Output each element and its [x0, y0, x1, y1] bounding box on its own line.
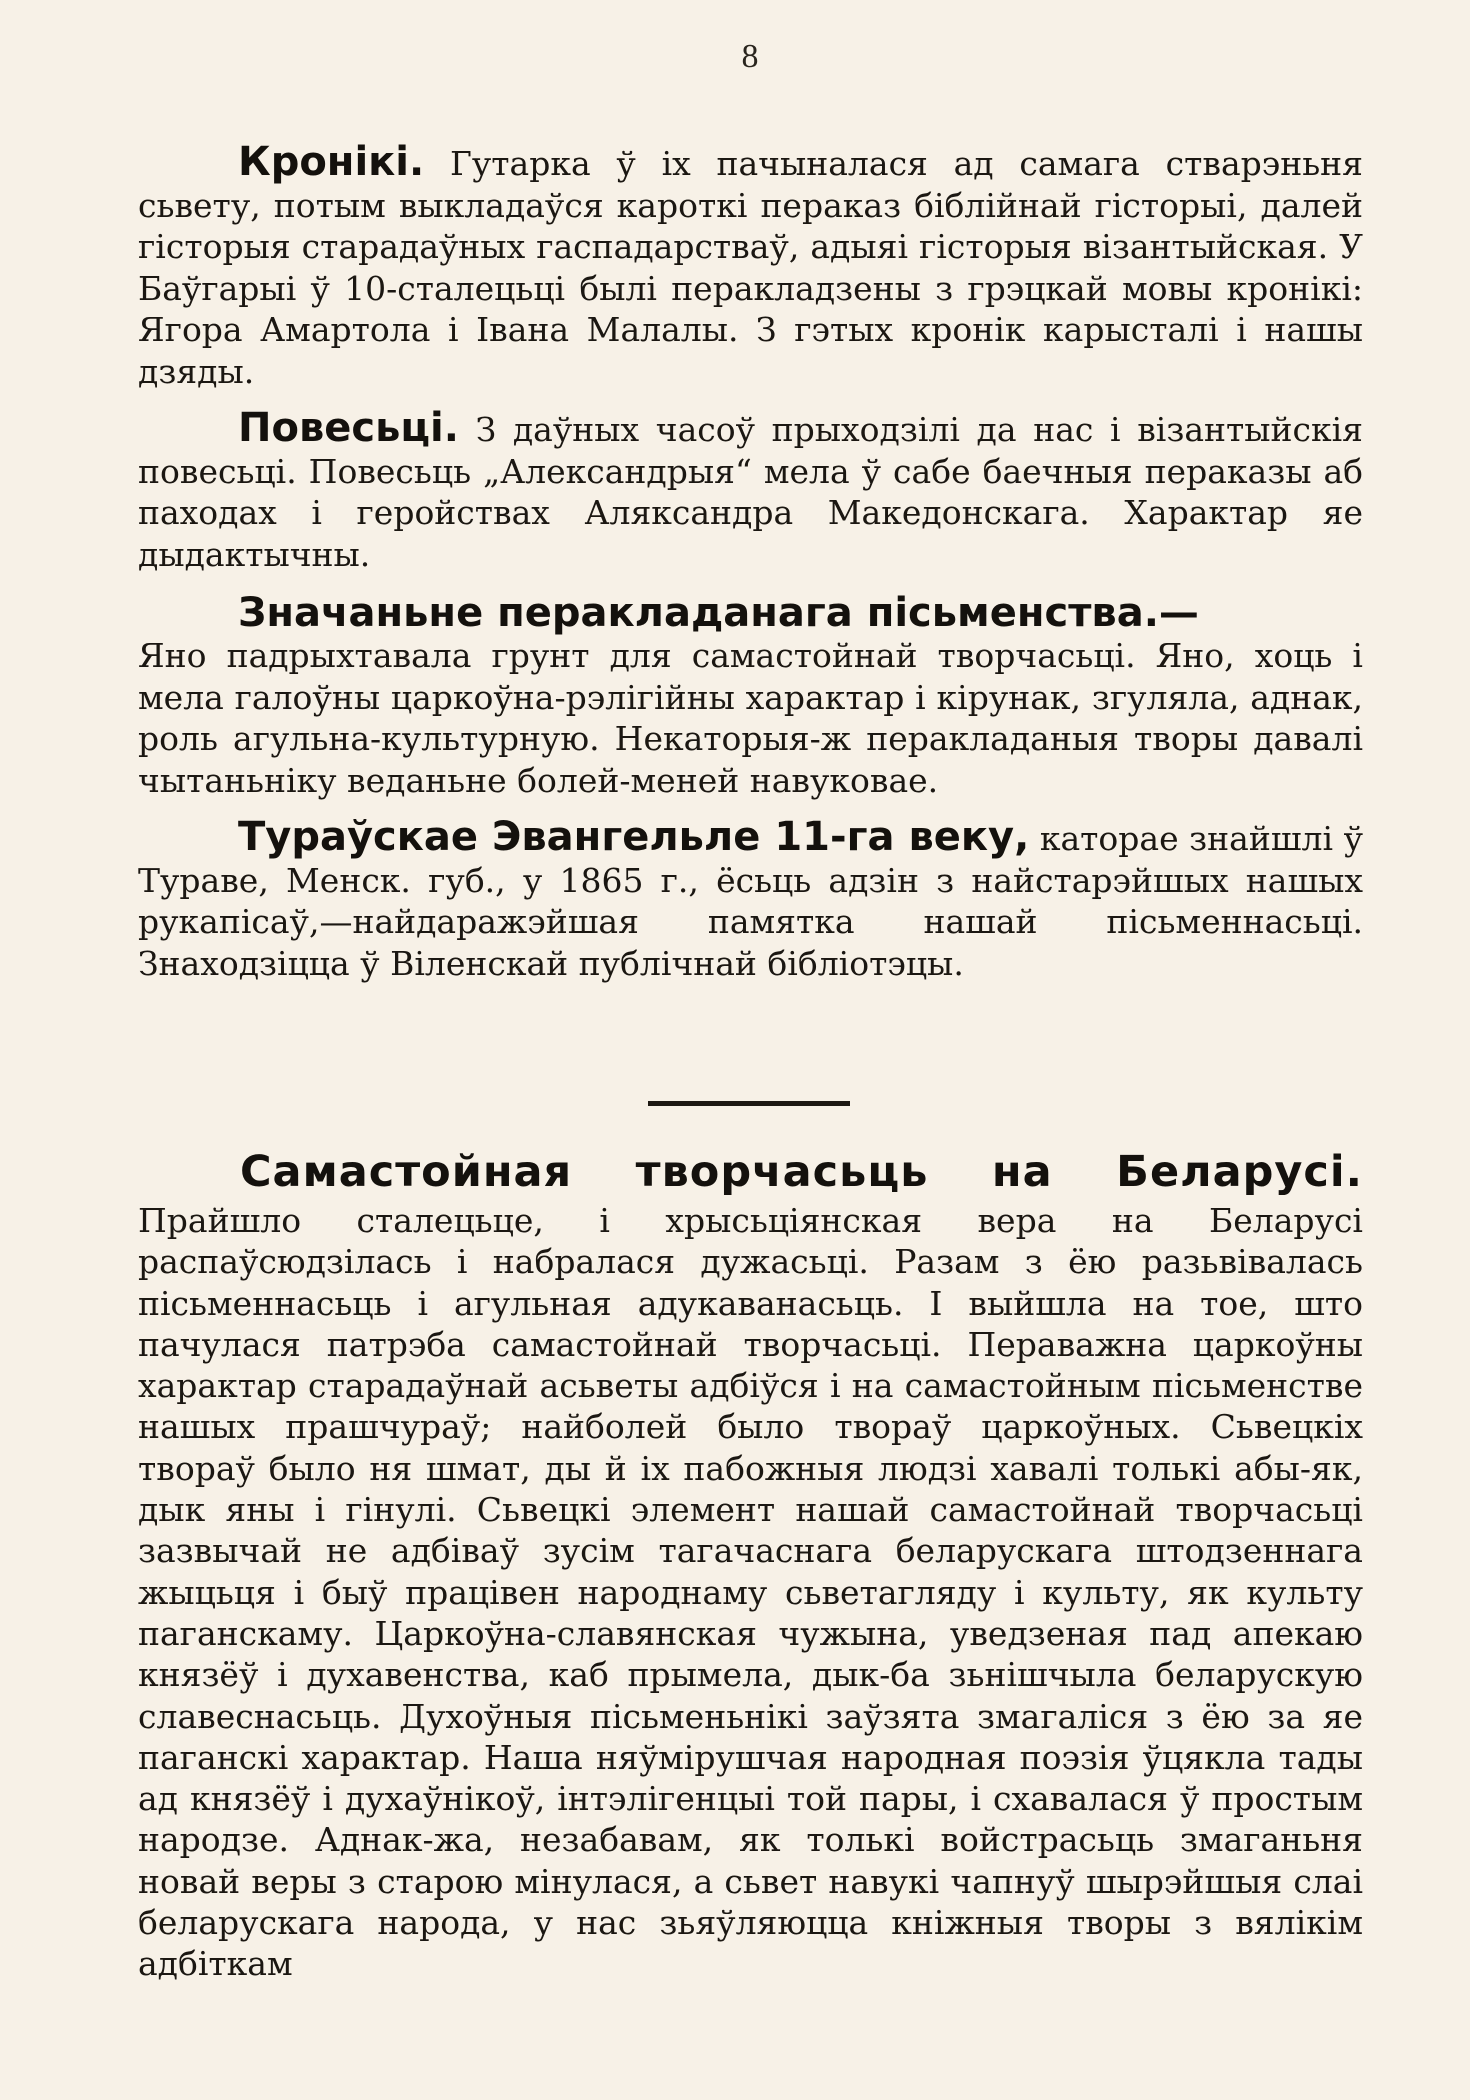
- kroniki-heading: Кронікі.: [238, 139, 425, 185]
- kroniki-paragraph: [138, 139, 1364, 392]
- povestsi-paragraph: [138, 405, 1363, 575]
- chapter-body: [138, 1200, 1363, 1985]
- povestsi-heading: Повесьці.: [238, 405, 459, 451]
- znachanne-text: Яно падрыхтавала грунт для самастойнай творчасьці. Яно, хоць і мела галоўны царкоўна-рэлігійны характар і кірунак, згуляла, аднак, роль агульна-культурную. Некаторыя-ж перакладаныя творы давалі чытаньніку веданьне болей-меней навуковае.: [138, 636, 1363, 800]
- povestsi-text: З даўных часоў прыходзілі да нас і візантыйскія повесьці. Повесьць „Александрыя“ мела ў сабе баечныя пераказы аб паходах і геройствах Аляксандра Македонскага. Характар яе дыдактычны.: [138, 410, 1363, 574]
- turauskae-paragraph: [138, 814, 1363, 984]
- kroniki-text: Гутарка ў іх пачыналася ад самага стварэньня сьвету, потым выкладаўся кароткі пераказ біблійнай гісторыі, далей гісторыя старадаўных гаспадарстваў, адыяі гісторыя візантыйская. У Баўгарыі ў 10-сталецьці былі перакладзены з грэцкай мовы кронікі: Ягора Амартола і Івана Малалы. З гэтых кронік карысталі і нашы дзяды.: [138, 144, 1364, 391]
- turauskae-heading: Тураўскае Эвангельле 11-га веку,: [238, 814, 1030, 860]
- chapter-text: Прайшло сталецьце, і хрысьціянская вера на Беларусі распаўсюдзілась і набралася дужасьці. Разам з ёю разьвівалась пісьменнасьць і агульная адукаванасьць. І выйшла на тое, што пачулася патрэба самастойнай творчасьці. Пераважна царкоўны характар старадаўнай асьветы адбіўся і на самастойным пісьменстве нашых прашчураў; найболей было твораў царкоўных. Сьвецкіх твораў было ня шмат, ды й іх пабожныя людзі хавалі толькі абы-як, дык яны і гінулі. Сьвецкі элемент нашай самастойнай творчасьці зазвычай не адбіваў зусім тагачаснага беларускага штодзеннага жыцьця і быў працівен народнаму сьветагляду і культу, як культу паганскаму. Царкоўна-славянская чужына, уведзеная пад апекаю князёў і духавенства, каб прымела, дык-ба зьнішчыла беларускую славеснасьць. Духоўныя пісьменьнікі заўзята змагаліся з ёю за яе паганскі характар. Наша няўмірушчая народная поэзія ўцякла тады ад князёў і духаўнікоў, інтэлігенцыі той пары, і схавалася ў простым народзе. Аднак-жа, незабавам, як толькі войстрасьць змаганьня новай веры з старою мінулася, а сьвет навукі чапнуў шырэйшыя слаі беларускага народа, у нас зьяўляюцца кніжныя творы з вялікім адбіткам: [138, 1201, 1363, 1984]
- page-number: 8: [741, 38, 759, 75]
- page-content: [138, 138, 1363, 1000]
- chapter-title: Самастойная творчасьць на Беларусі.: [240, 1147, 1363, 1197]
- section-divider: [648, 1101, 850, 1106]
- turauskae-text: каторае знайшлі ў Тураве, Менск. губ., у 1865 г., ёсьць адзін з найстарэйшых нашых рукапісаў,—найдаражэйшая памятка нашай пісьменнасьці. Знаходзіцца ў Віленскай публічнай бібліотэцы.: [138, 819, 1363, 983]
- znachanne-heading: Значаньне перакладанага пісьменства.—: [238, 590, 1199, 636]
